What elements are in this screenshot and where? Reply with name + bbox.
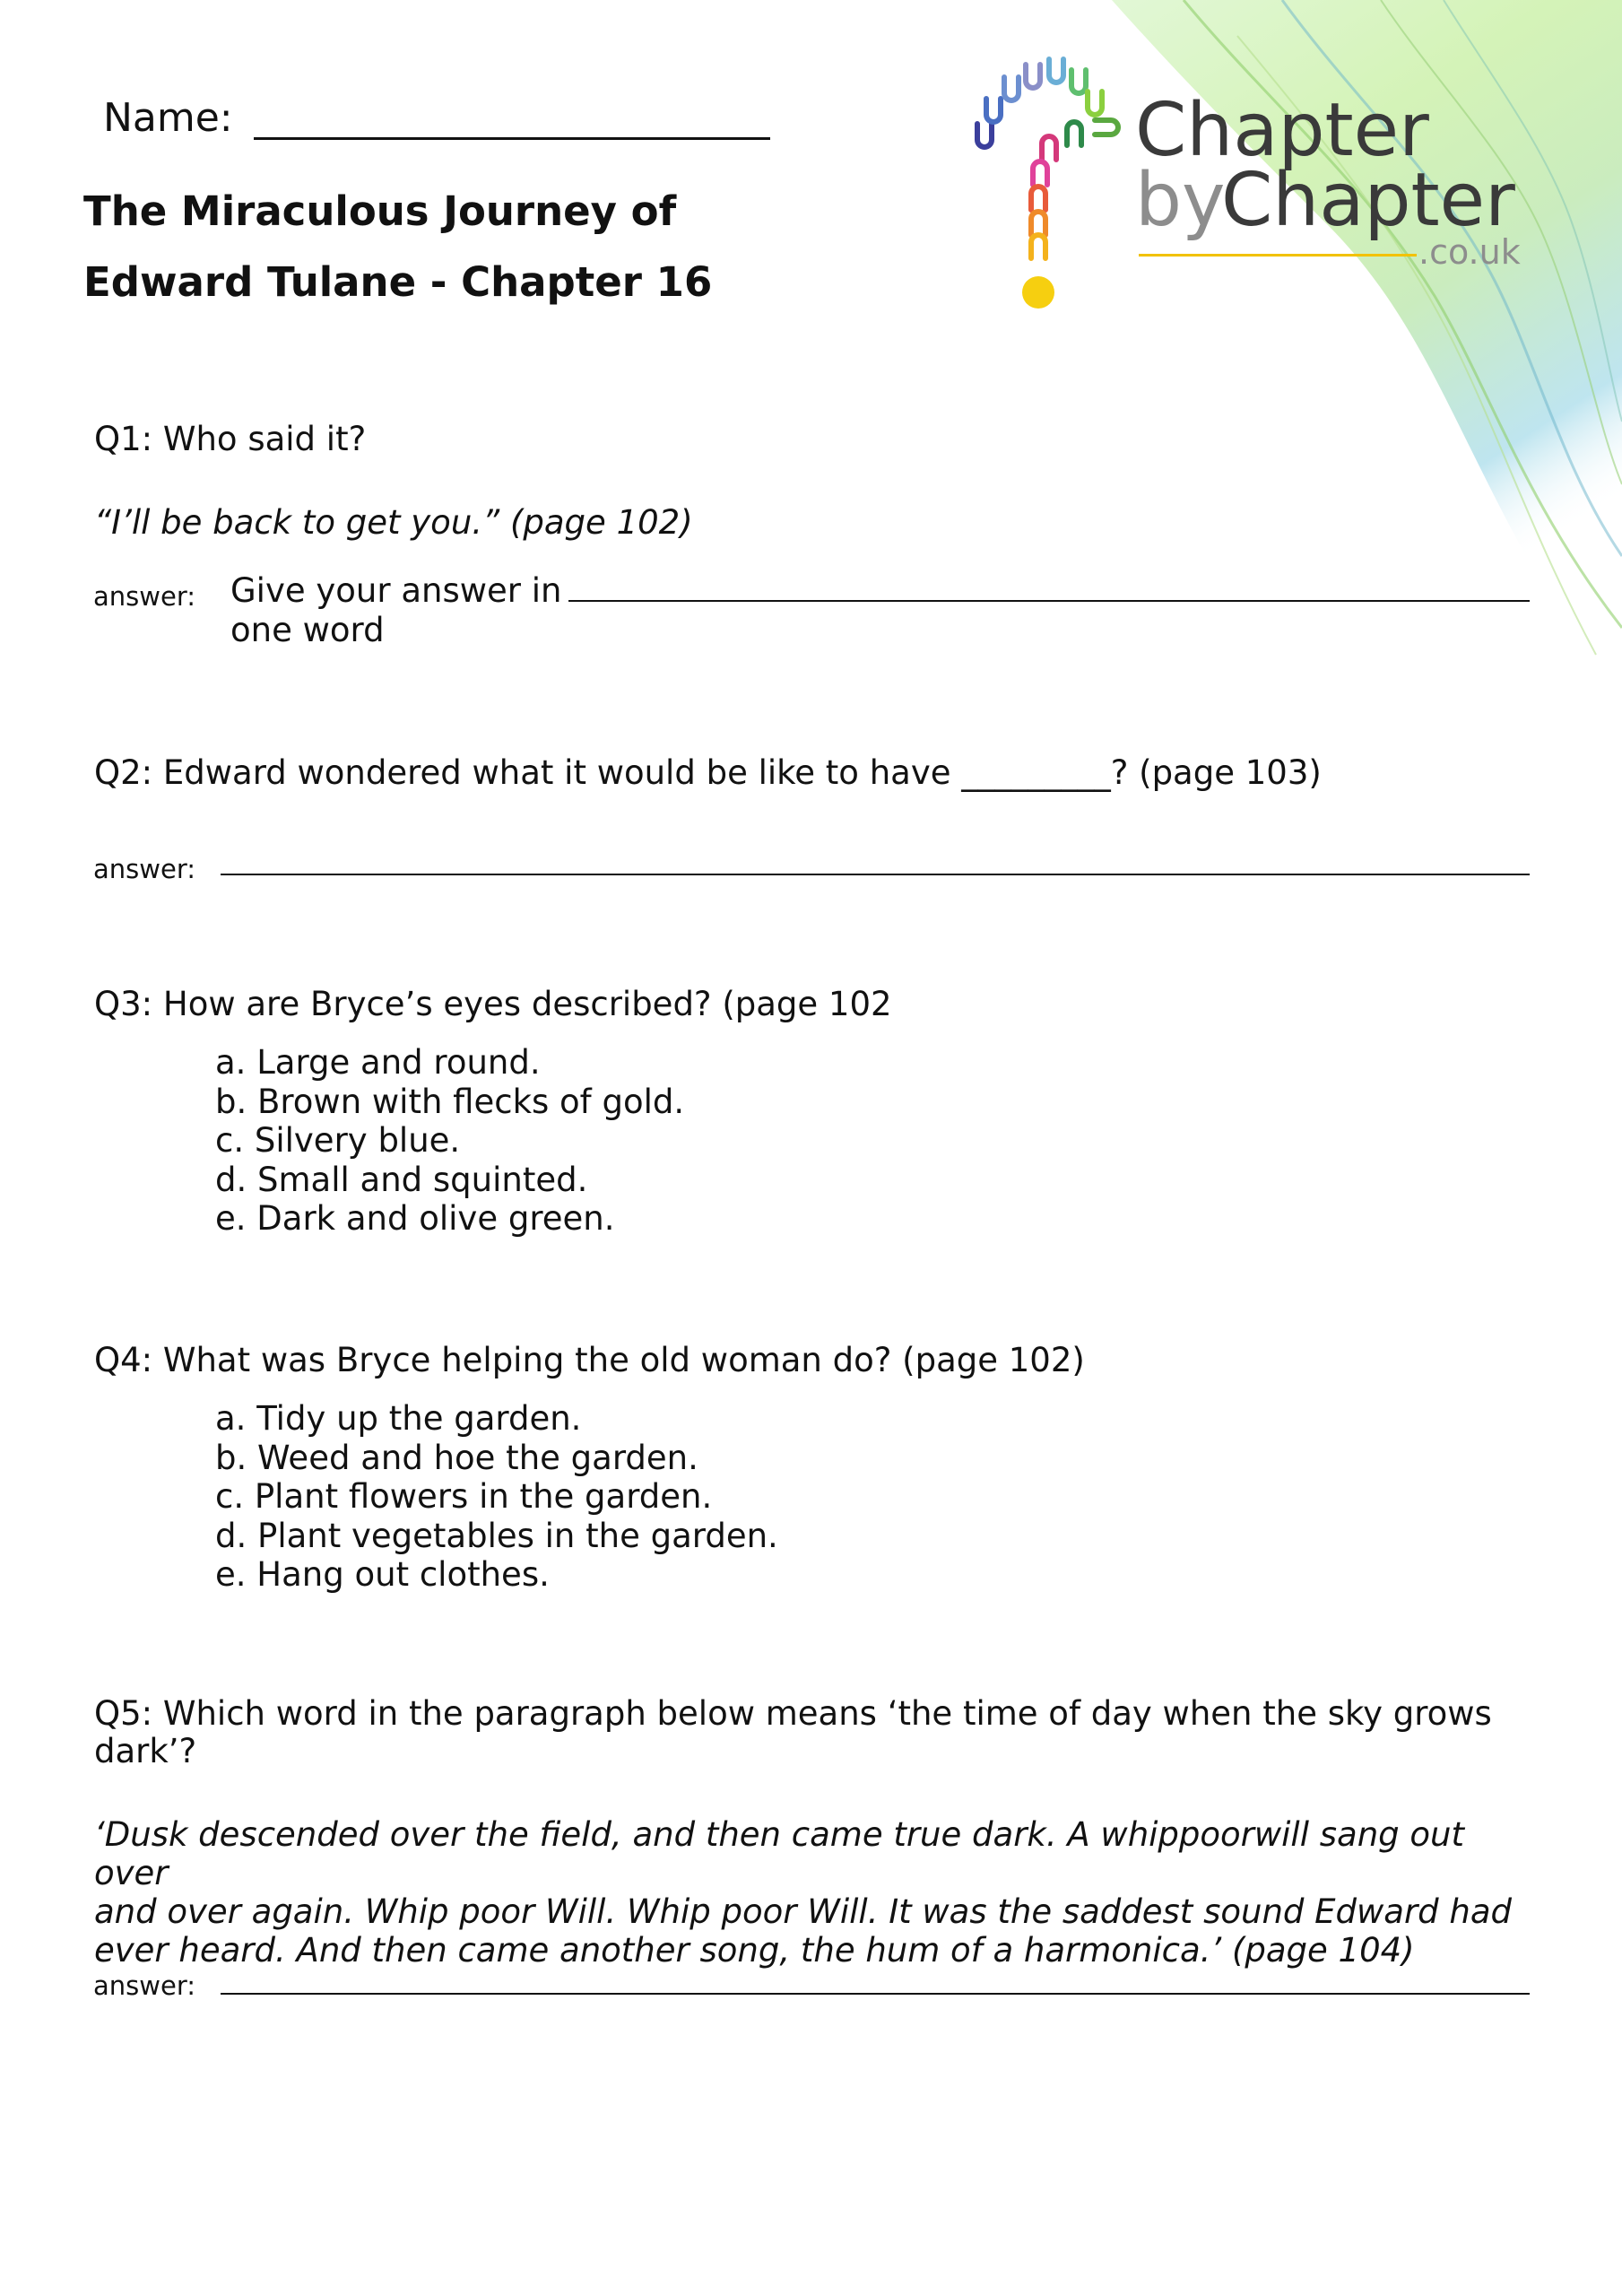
q3-option-c[interactable]: c. Silvery blue. xyxy=(215,1121,461,1160)
q2-prompt: Q2: Edward wondered what it would be like to have _________? (page 103) xyxy=(94,753,1322,792)
q5-answer-label: answer: xyxy=(93,1970,196,2001)
q5-answer-line[interactable] xyxy=(221,1993,1530,1995)
logo-word-chapter: Chapter xyxy=(1135,88,1429,173)
q1-hint-line-2: one word xyxy=(230,611,385,649)
q4-option-b[interactable]: b. Weed and hoe the garden. xyxy=(215,1438,698,1477)
q2-answer-line[interactable] xyxy=(221,874,1530,875)
q5-prompt xyxy=(94,1695,1529,1770)
q5-quote xyxy=(94,1815,1547,1970)
q4-options xyxy=(215,1399,778,1595)
name-write-line[interactable] xyxy=(254,137,770,140)
q5-quote-line-2: and over again. Whip poor Will. Whip poor Will. It was the saddest sound Edward had xyxy=(94,1892,1513,1931)
q4-option-c[interactable]: c. Plant flowers in the garden. xyxy=(215,1477,713,1516)
q1-answer-line[interactable] xyxy=(568,600,1530,602)
q4-prompt: Q4: What was Bryce helping the old woman do? (page 102) xyxy=(94,1341,1085,1379)
name-label: Name: xyxy=(103,95,233,141)
q3-options xyxy=(215,1043,684,1239)
chapter-by-chapter-logo xyxy=(1135,88,1557,272)
q4-option-a[interactable]: a. Tidy up the garden. xyxy=(215,1399,582,1438)
q5-prompt-line-2: dark’? xyxy=(94,1732,197,1770)
q3-option-d[interactable]: d. Small and squinted. xyxy=(215,1160,588,1199)
q3-prompt: Q3: How are Bryce’s eyes described? (page 102 xyxy=(94,985,892,1023)
q4-option-e[interactable]: e. Hang out clothes. xyxy=(215,1555,550,1594)
q5-quote-line-3: ever heard. And then came another song, the hum of a harmonica.’ (page 104) xyxy=(94,1931,1415,1970)
q2-answer-label: answer: xyxy=(93,854,196,884)
title-line-1: The Miraculous Journey of xyxy=(83,187,677,235)
logo-domain-suffix: .co.uk xyxy=(1418,232,1521,272)
q4-option-d[interactable]: d. Plant vegetables in the garden. xyxy=(215,1516,778,1555)
logo-word-by: by xyxy=(1135,158,1226,243)
q1-hint-line-1: Give your answer in xyxy=(230,571,562,610)
q1-answer-hint xyxy=(230,571,561,650)
q3-option-a[interactable]: a. Large and round. xyxy=(215,1043,541,1082)
q5-quote-line-1: ‘Dusk descended over the field, and then came true dark. A whippoorwill sang out over xyxy=(94,1815,1464,1892)
q1-prompt: Q1: Who said it? xyxy=(94,420,367,458)
q3-option-b[interactable]: b. Brown with flecks of gold. xyxy=(215,1082,685,1121)
logo-underline xyxy=(1139,254,1417,257)
q3-option-e[interactable]: e. Dark and olive green. xyxy=(215,1199,615,1238)
logo-word-chapter-2: Chapter xyxy=(1221,158,1515,243)
worksheet-title xyxy=(83,176,890,317)
q5-prompt-line-1: Q5: Which word in the paragraph below means ‘the time of day when the sky grows xyxy=(94,1694,1492,1733)
title-line-2: Edward Tulane - Chapter 16 xyxy=(83,258,713,306)
question-mark-books-logo-icon xyxy=(967,52,1123,312)
q1-quote: “I’ll be back to get you.” (page 102) xyxy=(94,503,693,542)
q1-answer-label: answer: xyxy=(93,581,196,612)
